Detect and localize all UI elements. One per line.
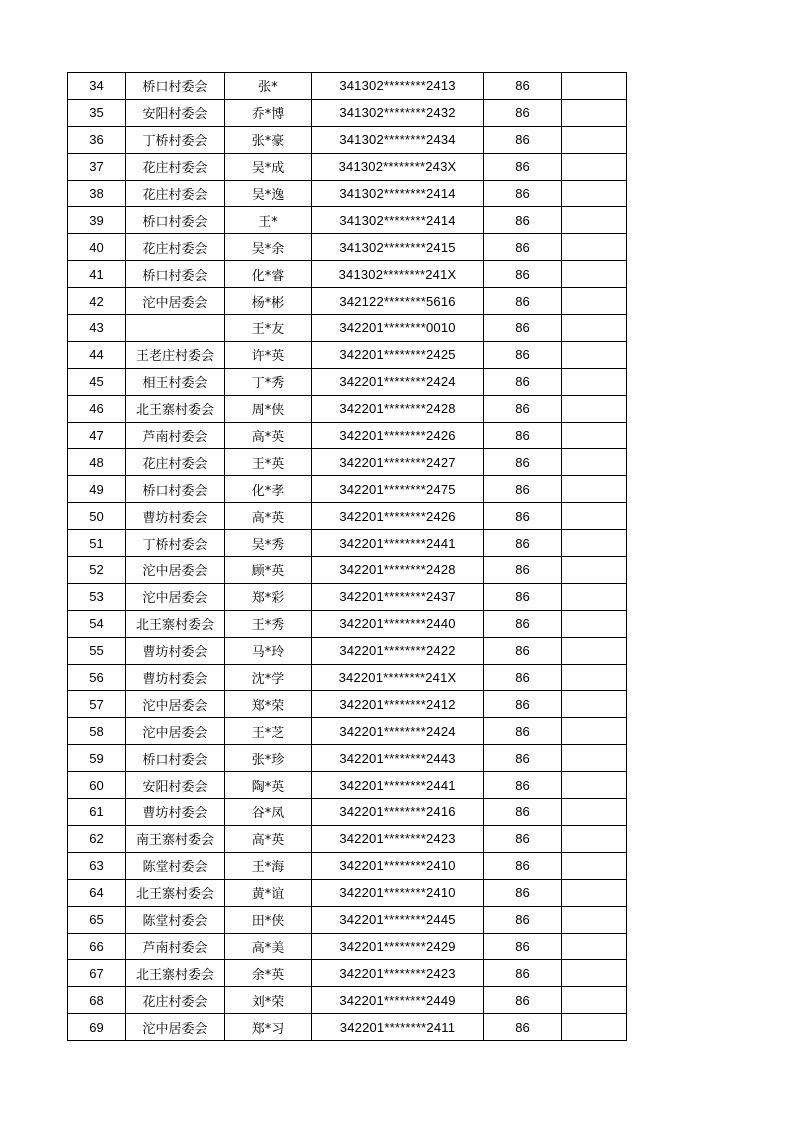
cell-unit: 桥口村委会 [126, 73, 225, 100]
cell-id-number: 342201********2416 [312, 799, 484, 826]
table-row [68, 234, 627, 261]
table-row [68, 772, 627, 799]
cell-score: 86 [484, 99, 562, 126]
table-row [68, 530, 627, 557]
cell-note [562, 718, 627, 745]
cell-unit: 陈堂村委会 [126, 906, 225, 933]
cell-unit: 北王寨村委会 [126, 960, 225, 987]
cell-id-number: 341302********2414 [312, 180, 484, 207]
cell-index: 55 [68, 637, 126, 664]
table-row [68, 449, 627, 476]
cell-id-number: 342201********2428 [312, 557, 484, 584]
cell-index: 48 [68, 449, 126, 476]
cell-score: 86 [484, 341, 562, 368]
table-row [68, 745, 627, 772]
cell-score: 86 [484, 180, 562, 207]
table-row [68, 126, 627, 153]
table-row [68, 368, 627, 395]
cell-name: 张* [225, 73, 312, 100]
cell-unit: 沱中居委会 [126, 557, 225, 584]
cell-id-number: 342201********2445 [312, 906, 484, 933]
cell-note [562, 422, 627, 449]
cell-unit: 花庄村委会 [126, 180, 225, 207]
cell-note [562, 126, 627, 153]
cell-index: 44 [68, 341, 126, 368]
table-row [68, 288, 627, 315]
cell-index: 46 [68, 395, 126, 422]
cell-name: 张*豪 [225, 126, 312, 153]
cell-index: 40 [68, 234, 126, 261]
cell-score: 86 [484, 530, 562, 557]
cell-note [562, 664, 627, 691]
cell-id-number: 342201********2410 [312, 852, 484, 879]
cell-note [562, 933, 627, 960]
cell-id-number: 342201********241X [312, 664, 484, 691]
cell-index: 59 [68, 745, 126, 772]
cell-index: 69 [68, 1014, 126, 1041]
cell-name: 高*英 [225, 825, 312, 852]
cell-score: 86 [484, 745, 562, 772]
cell-id-number: 342201********2449 [312, 987, 484, 1014]
cell-id-number: 342201********2422 [312, 637, 484, 664]
cell-score: 86 [484, 476, 562, 503]
cell-index: 41 [68, 261, 126, 288]
cell-unit: 花庄村委会 [126, 449, 225, 476]
cell-id-number: 342201********2443 [312, 745, 484, 772]
cell-index: 58 [68, 718, 126, 745]
cell-id-number: 342201********2426 [312, 422, 484, 449]
data-table [67, 72, 627, 1041]
cell-id-number: 342201********2412 [312, 691, 484, 718]
table-row [68, 879, 627, 906]
table-row [68, 1014, 627, 1041]
cell-score: 86 [484, 422, 562, 449]
cell-index: 39 [68, 207, 126, 234]
cell-unit: 芦南村委会 [126, 933, 225, 960]
cell-note [562, 234, 627, 261]
table-row [68, 503, 627, 530]
cell-score: 86 [484, 879, 562, 906]
cell-name: 马*玲 [225, 637, 312, 664]
cell-score: 86 [484, 503, 562, 530]
cell-score: 86 [484, 852, 562, 879]
cell-unit: 花庄村委会 [126, 234, 225, 261]
cell-score: 86 [484, 395, 562, 422]
cell-index: 60 [68, 772, 126, 799]
table-row [68, 799, 627, 826]
cell-name: 周*侠 [225, 395, 312, 422]
cell-score: 86 [484, 207, 562, 234]
table-row [68, 691, 627, 718]
table-row [68, 933, 627, 960]
cell-note [562, 180, 627, 207]
cell-note [562, 852, 627, 879]
table-row [68, 261, 627, 288]
cell-note [562, 960, 627, 987]
cell-id-number: 342201********2475 [312, 476, 484, 503]
cell-unit: 曹坊村委会 [126, 637, 225, 664]
cell-unit: 桥口村委会 [126, 476, 225, 503]
cell-index: 61 [68, 799, 126, 826]
cell-score: 86 [484, 583, 562, 610]
cell-id-number: 341302********2434 [312, 126, 484, 153]
cell-note [562, 772, 627, 799]
cell-score: 86 [484, 368, 562, 395]
cell-name: 沈*学 [225, 664, 312, 691]
cell-note [562, 368, 627, 395]
cell-note [562, 73, 627, 100]
cell-name: 黄*谊 [225, 879, 312, 906]
cell-note [562, 449, 627, 476]
table-row [68, 422, 627, 449]
cell-id-number: 342201********2427 [312, 449, 484, 476]
cell-index: 42 [68, 288, 126, 315]
cell-score: 86 [484, 825, 562, 852]
cell-name: 丁*秀 [225, 368, 312, 395]
cell-unit: 沱中居委会 [126, 288, 225, 315]
cell-score: 86 [484, 960, 562, 987]
cell-unit: 丁桥村委会 [126, 126, 225, 153]
cell-unit: 王老庄村委会 [126, 341, 225, 368]
cell-id-number: 342122********5616 [312, 288, 484, 315]
cell-score: 86 [484, 449, 562, 476]
table-body [68, 73, 627, 1041]
cell-name: 郑*习 [225, 1014, 312, 1041]
cell-note [562, 288, 627, 315]
cell-name: 张*珍 [225, 745, 312, 772]
cell-name: 高*英 [225, 503, 312, 530]
cell-id-number: 341302********2415 [312, 234, 484, 261]
cell-name: 刘*荣 [225, 987, 312, 1014]
table-row [68, 987, 627, 1014]
cell-index: 67 [68, 960, 126, 987]
cell-index: 35 [68, 99, 126, 126]
cell-name: 吴*余 [225, 234, 312, 261]
table-row [68, 906, 627, 933]
cell-index: 64 [68, 879, 126, 906]
cell-id-number: 342201********2425 [312, 341, 484, 368]
table-row [68, 583, 627, 610]
cell-note [562, 691, 627, 718]
table-row [68, 207, 627, 234]
table-row [68, 476, 627, 503]
cell-unit: 桥口村委会 [126, 261, 225, 288]
cell-unit: 桥口村委会 [126, 207, 225, 234]
cell-id-number: 342201********2440 [312, 610, 484, 637]
cell-score: 86 [484, 610, 562, 637]
cell-name: 谷*凤 [225, 799, 312, 826]
cell-name: 郑*彩 [225, 583, 312, 610]
cell-index: 54 [68, 610, 126, 637]
cell-name: 吴*秀 [225, 530, 312, 557]
table-row [68, 637, 627, 664]
cell-name: 王* [225, 207, 312, 234]
cell-note [562, 207, 627, 234]
cell-id-number: 342201********2423 [312, 960, 484, 987]
cell-id-number: 342201********2424 [312, 368, 484, 395]
table-row [68, 99, 627, 126]
cell-note [562, 557, 627, 584]
cell-id-number: 342201********2441 [312, 530, 484, 557]
cell-score: 86 [484, 987, 562, 1014]
cell-name: 余*英 [225, 960, 312, 987]
cell-note [562, 583, 627, 610]
cell-id-number: 342201********0010 [312, 315, 484, 342]
cell-index: 34 [68, 73, 126, 100]
cell-name: 王*芝 [225, 718, 312, 745]
cell-id-number: 342201********2437 [312, 583, 484, 610]
cell-id-number: 342201********2423 [312, 825, 484, 852]
cell-index: 62 [68, 825, 126, 852]
cell-name: 王*海 [225, 852, 312, 879]
cell-score: 86 [484, 933, 562, 960]
cell-score: 86 [484, 261, 562, 288]
table-row [68, 610, 627, 637]
cell-unit: 北王寨村委会 [126, 879, 225, 906]
cell-name: 顾*英 [225, 557, 312, 584]
cell-index: 63 [68, 852, 126, 879]
cell-id-number: 341302********2413 [312, 73, 484, 100]
cell-note [562, 825, 627, 852]
cell-unit: 沱中居委会 [126, 1014, 225, 1041]
cell-id-number: 342201********2424 [312, 718, 484, 745]
cell-score: 86 [484, 637, 562, 664]
cell-note [562, 99, 627, 126]
cell-name: 陶*英 [225, 772, 312, 799]
cell-note [562, 341, 627, 368]
cell-index: 36 [68, 126, 126, 153]
table-row [68, 395, 627, 422]
table-row [68, 852, 627, 879]
cell-id-number: 341302********241X [312, 261, 484, 288]
cell-id-number: 341302********2432 [312, 99, 484, 126]
cell-score: 86 [484, 315, 562, 342]
cell-index: 45 [68, 368, 126, 395]
cell-unit: 安阳村委会 [126, 772, 225, 799]
cell-index: 65 [68, 906, 126, 933]
cell-note [562, 987, 627, 1014]
cell-note [562, 503, 627, 530]
cell-id-number: 341302********2414 [312, 207, 484, 234]
cell-unit: 沱中居委会 [126, 583, 225, 610]
cell-score: 86 [484, 153, 562, 180]
cell-name: 高*美 [225, 933, 312, 960]
cell-note [562, 799, 627, 826]
cell-index: 47 [68, 422, 126, 449]
cell-note [562, 1014, 627, 1041]
table-row [68, 960, 627, 987]
cell-index: 51 [68, 530, 126, 557]
cell-note [562, 637, 627, 664]
cell-index: 68 [68, 987, 126, 1014]
cell-index: 56 [68, 664, 126, 691]
cell-id-number: 342201********2411 [312, 1014, 484, 1041]
cell-unit: 沱中居委会 [126, 718, 225, 745]
cell-score: 86 [484, 1014, 562, 1041]
cell-unit: 曹坊村委会 [126, 664, 225, 691]
cell-index: 43 [68, 315, 126, 342]
cell-id-number: 342201********2441 [312, 772, 484, 799]
cell-score: 86 [484, 906, 562, 933]
cell-unit: 花庄村委会 [126, 987, 225, 1014]
cell-name: 吴*成 [225, 153, 312, 180]
cell-name: 吴*逸 [225, 180, 312, 207]
cell-unit: 沱中居委会 [126, 691, 225, 718]
cell-note [562, 476, 627, 503]
cell-score: 86 [484, 234, 562, 261]
cell-unit: 相王村委会 [126, 368, 225, 395]
cell-name: 王*秀 [225, 610, 312, 637]
cell-name: 王*友 [225, 315, 312, 342]
cell-score: 86 [484, 799, 562, 826]
cell-note [562, 395, 627, 422]
cell-unit: 安阳村委会 [126, 99, 225, 126]
cell-score: 86 [484, 557, 562, 584]
cell-note [562, 530, 627, 557]
cell-score: 86 [484, 718, 562, 745]
cell-id-number: 342201********2429 [312, 933, 484, 960]
cell-index: 50 [68, 503, 126, 530]
cell-id-number: 342201********2410 [312, 879, 484, 906]
cell-score: 86 [484, 691, 562, 718]
cell-score: 86 [484, 288, 562, 315]
table-row [68, 153, 627, 180]
cell-name: 王*英 [225, 449, 312, 476]
cell-note [562, 879, 627, 906]
cell-id-number: 342201********2428 [312, 395, 484, 422]
table-row [68, 341, 627, 368]
cell-note [562, 315, 627, 342]
cell-note [562, 610, 627, 637]
cell-score: 86 [484, 772, 562, 799]
cell-unit: 南王寨村委会 [126, 825, 225, 852]
cell-name: 郑*荣 [225, 691, 312, 718]
cell-name: 化*孝 [225, 476, 312, 503]
cell-unit: 北王寨村委会 [126, 610, 225, 637]
cell-id-number: 342201********2426 [312, 503, 484, 530]
cell-name: 杨*彬 [225, 288, 312, 315]
table-row [68, 73, 627, 100]
cell-note [562, 906, 627, 933]
table-row [68, 180, 627, 207]
cell-index: 66 [68, 933, 126, 960]
table-row [68, 718, 627, 745]
cell-score: 86 [484, 73, 562, 100]
cell-note [562, 153, 627, 180]
cell-unit: 桥口村委会 [126, 745, 225, 772]
table-row [68, 315, 627, 342]
cell-index: 52 [68, 557, 126, 584]
cell-unit: 曹坊村委会 [126, 503, 225, 530]
cell-note [562, 261, 627, 288]
cell-unit: 北王寨村委会 [126, 395, 225, 422]
cell-note [562, 745, 627, 772]
cell-name: 田*侠 [225, 906, 312, 933]
cell-id-number: 341302********243X [312, 153, 484, 180]
cell-score: 86 [484, 664, 562, 691]
table-row [68, 557, 627, 584]
cell-unit: 芦南村委会 [126, 422, 225, 449]
cell-unit: 陈堂村委会 [126, 852, 225, 879]
cell-unit: 曹坊村委会 [126, 799, 225, 826]
cell-score: 86 [484, 126, 562, 153]
cell-index: 37 [68, 153, 126, 180]
cell-unit: 丁桥村委会 [126, 530, 225, 557]
cell-index: 49 [68, 476, 126, 503]
cell-unit [126, 315, 225, 342]
cell-name: 许*英 [225, 341, 312, 368]
table-row [68, 664, 627, 691]
cell-unit: 花庄村委会 [126, 153, 225, 180]
cell-name: 高*英 [225, 422, 312, 449]
cell-name: 化*睿 [225, 261, 312, 288]
cell-index: 57 [68, 691, 126, 718]
table-row [68, 825, 627, 852]
cell-index: 53 [68, 583, 126, 610]
cell-name: 乔*博 [225, 99, 312, 126]
cell-index: 38 [68, 180, 126, 207]
